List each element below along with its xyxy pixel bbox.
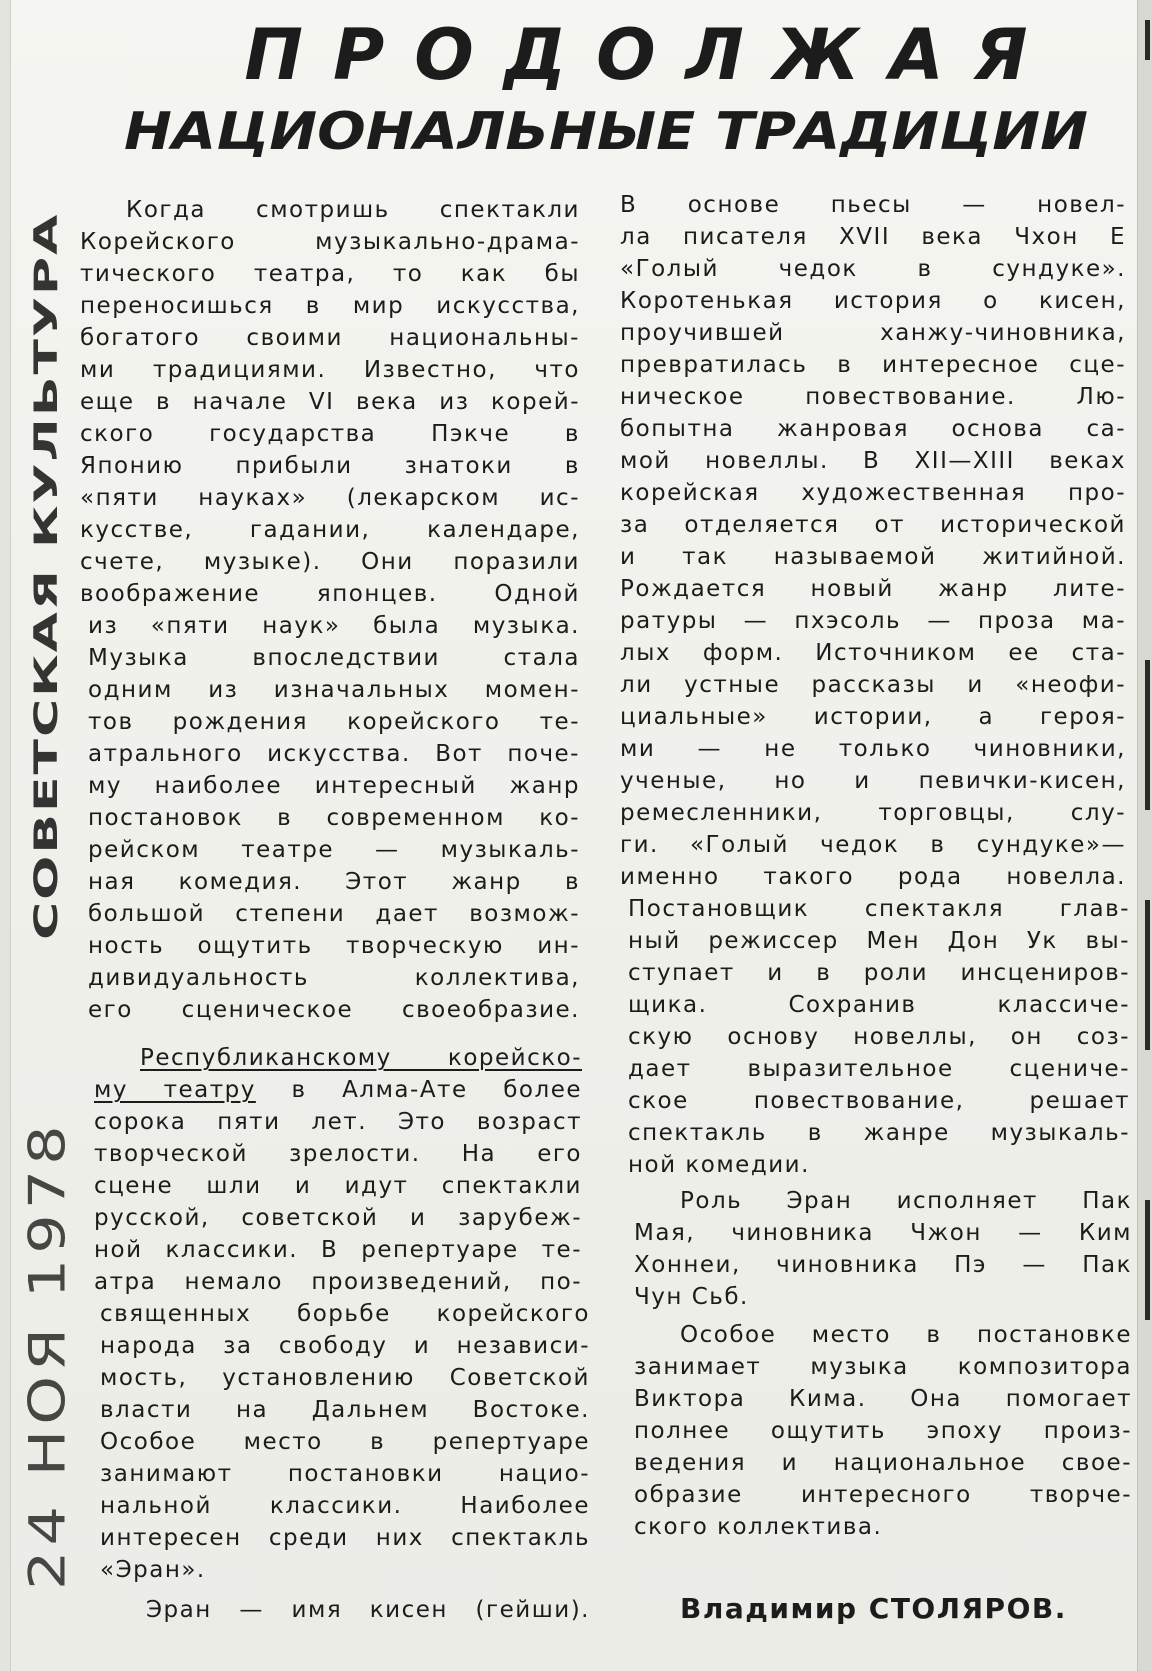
- text-line: и так называемой житийной.: [620, 544, 1126, 570]
- text-line: ратуры — пхэсоль — проза ма-: [620, 608, 1126, 634]
- text-line: Виктора Кима. Она помогает: [634, 1386, 1132, 1412]
- text-line: из «пяти наук» была музыка.: [88, 613, 580, 639]
- edge-mark: [1145, 900, 1150, 1050]
- newspaper-name-stamp: СОВЕТСКАЯ КУЛЬТУРА: [28, 212, 66, 940]
- edge-mark: [1145, 660, 1150, 810]
- text-line: одним из изначальных момен-: [88, 677, 580, 703]
- text-line: «пяти науках» (лекарском ис-: [80, 485, 580, 511]
- text-line: Постановщик спектакля глав-: [628, 896, 1130, 922]
- text-line: воображение японцев. Одной: [80, 581, 580, 607]
- text-line: тического театра, то как бы: [80, 261, 580, 287]
- text-line: проучившей ханжу-чиновника,: [620, 320, 1126, 346]
- text-line: ремесленники, торговцы, слу-: [620, 800, 1126, 826]
- text-line: Чун Сьб.: [634, 1284, 749, 1310]
- article-headline: [0, 14, 1152, 168]
- text-line: атра немало произведений, по-: [94, 1269, 582, 1295]
- date-stamp: 24 НОЯ 1978: [18, 1120, 77, 1590]
- text-line: полнее ощутить эпоху произ-: [634, 1418, 1132, 1444]
- scan-right-edge: [1137, 0, 1152, 1671]
- underlined-fragment: му театру: [94, 1077, 256, 1103]
- text-line: «Голый чедок в сундуке».: [620, 256, 1126, 282]
- text-line: ный режиссер Мен Дон Ук вы-: [628, 928, 1130, 954]
- text-line: «Эран».: [100, 1557, 206, 1583]
- text-line: Мая, чиновника Чжон — Ким: [634, 1220, 1132, 1246]
- text-line: превратилась в интересное сце-: [620, 352, 1126, 378]
- text-line: ги. «Голый чедок в сундуке»—: [620, 832, 1126, 858]
- text-line: нальной классики. Наиболее: [100, 1493, 590, 1519]
- text-line: ское повествование, решает: [628, 1088, 1130, 1114]
- text-line: интересен среди них спектакль: [100, 1525, 590, 1551]
- text-line: ли устные рассказы и «неофи-: [620, 672, 1126, 698]
- text-line: Эран — имя кисен (гейши).: [146, 1597, 590, 1623]
- text-line: [94, 1074, 582, 1106]
- text-line: атрального искусства. Вот поче-: [88, 741, 580, 767]
- article-column-left: [80, 194, 590, 1626]
- text-line: дивидуальность коллектива,: [88, 965, 580, 991]
- text-line: ского коллектива.: [634, 1514, 883, 1540]
- underlined-text: Республиканскому корейско-: [140, 1045, 582, 1071]
- text-line: Роль Эран исполняет Пак: [680, 1188, 1132, 1214]
- text-line: власти на Дальнем Востоке.: [100, 1397, 590, 1423]
- text-line: ведения и национальное свое-: [634, 1450, 1132, 1476]
- text-line: ническое повествование. Лю-: [620, 384, 1126, 410]
- scan-left-edge: [0, 0, 11, 1671]
- text-line: кусстве, гадании, календаре,: [80, 517, 580, 543]
- text-line: ми традициями. Известно, что: [80, 357, 580, 383]
- text-line: Хоннеи, чиновника Пэ — Пак: [634, 1252, 1132, 1278]
- headline-line-2: НАЦИОНАЛЬНЫЕ ТРАДИЦИИ: [124, 102, 1088, 162]
- text-line: бопытна жанровая основа са-: [620, 416, 1126, 442]
- text-line: лых форм. Источником ее ста-: [620, 640, 1126, 666]
- text-line: корейская художественная про-: [620, 480, 1126, 506]
- text-line: ной комедии.: [628, 1152, 810, 1178]
- text-line: мость, установлению Советской: [100, 1365, 590, 1391]
- edge-mark: [1145, 1200, 1150, 1320]
- text-line: рейском театре — музыкаль-: [88, 837, 580, 863]
- text-line: русской, советской и зарубеж-: [94, 1205, 582, 1231]
- text-line: ступает и в роли инсцениров-: [628, 960, 1130, 986]
- text-line: ми — не только чиновники,: [620, 736, 1126, 762]
- text-line: ной классики. В репертуаре те-: [94, 1237, 582, 1263]
- text-line: скую основу новеллы, он соз-: [628, 1024, 1130, 1050]
- text-line: постановок в современном ко-: [88, 805, 580, 831]
- text-line: спектакль в жанре музыкаль-: [628, 1120, 1130, 1146]
- text-line: именно такого рода новелла.: [620, 864, 1126, 890]
- text-line: большой степени дает возмож-: [88, 901, 580, 927]
- text-line: Музыка впоследствии стала: [88, 645, 580, 671]
- text-line: Корейского музыкально-драма-: [80, 229, 580, 255]
- text-line: ность ощутить творческую ин-: [88, 933, 580, 959]
- text-line: священных борьбе корейского: [100, 1301, 590, 1327]
- text-line: сорока пяти лет. Это возраст: [94, 1109, 582, 1135]
- text-line: ла писателя XVII века Чхон Е: [620, 224, 1126, 250]
- text-line: Японию прибыли знатоки в: [80, 453, 580, 479]
- text-line: еще в начале VI века из корей-: [80, 389, 580, 415]
- text-line: му наиболее интересный жанр: [88, 773, 580, 799]
- text-line: счете, музыке). Они поразили: [80, 549, 580, 575]
- underlined-text: [94, 1077, 582, 1103]
- text-fragment: в Алма-Ате более: [255, 1077, 582, 1103]
- article-column-right: [620, 189, 1132, 1543]
- text-line: народа за свободу и независи-: [100, 1333, 590, 1359]
- text-line: Особое место в репертуаре: [100, 1429, 590, 1455]
- text-line: ского государства Пэкче в: [80, 421, 580, 447]
- text-line: богатого своими национальны-: [80, 325, 580, 351]
- text-line: Рождается новый жанр лите-: [620, 576, 1126, 602]
- text-line: за отделяется от исторической: [620, 512, 1126, 538]
- author-signature: Владимир СТОЛЯРОВ.: [680, 1592, 1067, 1625]
- paragraph-gap: [80, 1026, 590, 1042]
- headline-line-1: ПРОДОЛЖАЯ: [244, 14, 1058, 96]
- text-line: ная комедия. Этот жанр в: [88, 869, 580, 895]
- text-line: образие интересного творче-: [634, 1482, 1132, 1508]
- text-line: Коротенькая история о кисен,: [620, 288, 1126, 314]
- text-line: В основе пьесы — новел-: [620, 192, 1126, 218]
- text-line: Когда смотришь спектакли: [126, 197, 580, 223]
- text-line: дает выразительное сцениче-: [628, 1056, 1130, 1082]
- text-line: творческой зрелости. На его: [94, 1141, 582, 1167]
- text-line: щика. Сохранив классиче-: [628, 992, 1130, 1018]
- text-line: занимают постановки нацио-: [100, 1461, 590, 1487]
- text-line: мой новеллы. В XII—XIII веках: [620, 448, 1126, 474]
- text-line: занимает музыка композитора: [634, 1354, 1132, 1380]
- text-line: тов рождения корейского те-: [88, 709, 580, 735]
- text-line: Особое место в постановке: [680, 1322, 1132, 1348]
- text-line: [94, 1042, 582, 1074]
- text-line: переносишься в мир искусства,: [80, 293, 580, 319]
- text-line: ученые, но и певички-кисен,: [620, 768, 1126, 794]
- text-line: сцене шли и идут спектакли: [94, 1173, 582, 1199]
- text-line: циальные» истории, а героя-: [620, 704, 1126, 730]
- text-line: его сценическое своеобразие.: [88, 997, 580, 1023]
